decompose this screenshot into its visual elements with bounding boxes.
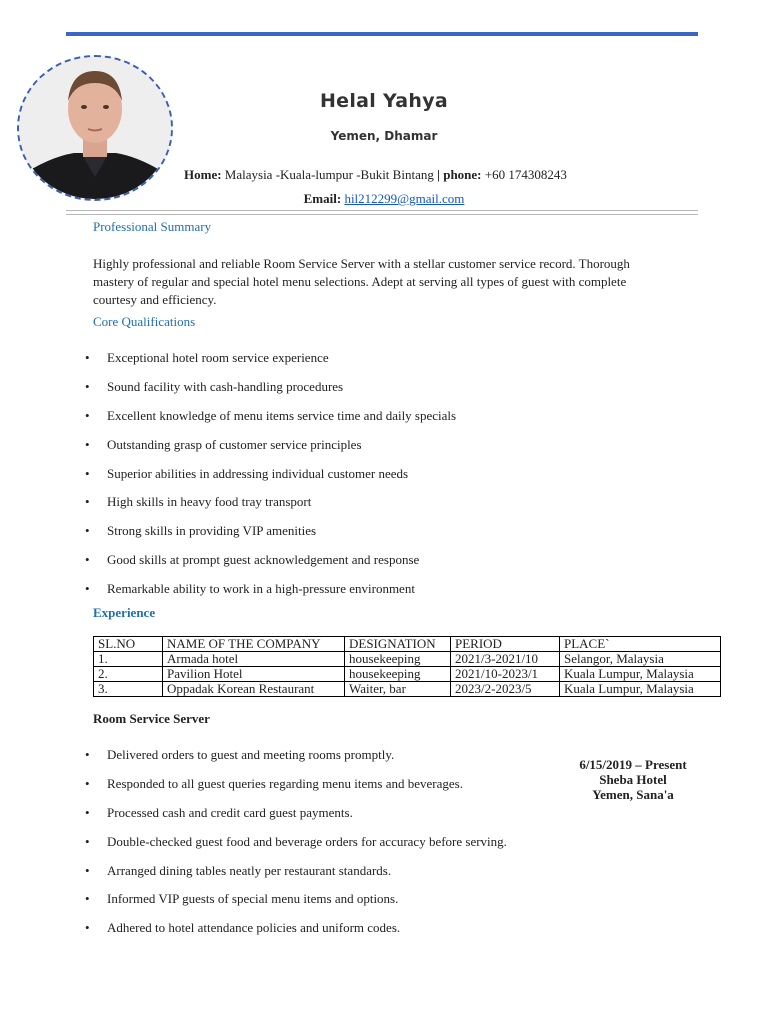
profile-photo <box>17 55 173 201</box>
table-cell: housekeeping <box>345 652 451 667</box>
summary-heading: Professional Summary <box>93 219 212 234</box>
home-address: Malaysia -Kuala-lumpur -Bukit Bintang <box>224 167 434 182</box>
list-item: • Arranged dining tables neatly per restaurant standards. <box>85 862 507 891</box>
list-item: • Processed cash and credit card guest payments. <box>85 804 507 833</box>
candidate-location: Yemen, Dhamar <box>330 129 438 143</box>
list-item: • Outstanding grasp of customer service principles <box>85 436 456 465</box>
experience-heading: Experience <box>93 605 156 620</box>
phone-label: phone: <box>443 167 482 182</box>
contact-line <box>184 167 567 183</box>
table-cell: 2023/2-2023/5 <box>451 682 560 697</box>
email-label: Email: <box>303 191 342 206</box>
contact-separator: | <box>437 167 440 182</box>
duties-list <box>85 746 507 948</box>
list-item: • Double-checked guest food and beverage orders for accuracy before serving. <box>85 833 507 862</box>
top-accent-bar <box>66 32 698 36</box>
qualifications-heading: Core Qualifications <box>93 314 196 329</box>
candidate-name: Helal Yahya <box>319 90 449 112</box>
table-cell: Selangor, Malaysia <box>560 652 721 667</box>
list-item: • Informed VIP guests of special menu items and options. <box>85 890 507 919</box>
list-item: • High skills in heavy food tray transport <box>85 493 456 522</box>
table-cell: 2021/10-2023/1 <box>451 667 560 682</box>
header-divider <box>66 210 698 215</box>
column-header: PERIOD <box>451 637 560 652</box>
list-item: • Good skills at prompt guest acknowledgement and response <box>85 551 456 580</box>
list-item: • Strong skills in providing VIP amenities <box>85 522 456 551</box>
list-item: • Responded to all guest queries regarding menu items and beverages. <box>85 775 507 804</box>
table-cell: Waiter, bar <box>345 682 451 697</box>
email-line <box>0 191 768 207</box>
table-row <box>94 652 721 667</box>
list-item: • Delivered orders to guest and meeting rooms promptly. <box>85 746 507 775</box>
phone-number: +60 174308243 <box>484 167 567 182</box>
table-header-row <box>94 637 721 652</box>
experience-table <box>93 636 721 697</box>
list-item: • Superior abilities in addressing individual customer needs <box>85 465 456 494</box>
profile-photo-image <box>19 57 171 199</box>
table-row <box>94 667 721 682</box>
job-dates: 6/15/2019 – Present <box>579 757 687 772</box>
summary-text: Highly professional and reliable Room Service Server with a stellar customer service record. Thorough mastery of regular and special hotel menu selections. Adept at serving all types of guest with complete courtesy and efficiency. <box>93 256 630 307</box>
list-item: • Exceptional hotel room service experience <box>85 349 456 378</box>
column-header: PLACE` <box>560 637 721 652</box>
table-cell: housekeeping <box>345 667 451 682</box>
qualifications-list <box>85 349 456 609</box>
table-cell: Kuala Lumpur, Malaysia <box>560 682 721 697</box>
job-employer: Sheba Hotel <box>599 772 667 787</box>
table-cell: 1. <box>94 652 163 667</box>
table-cell: 2. <box>94 667 163 682</box>
job-place: Yemen, Sana'a <box>592 787 674 802</box>
list-item: • Excellent knowledge of menu items service time and daily specials <box>85 407 456 436</box>
list-item: • Sound facility with cash-handling procedures <box>85 378 456 407</box>
list-item: • Adhered to hotel attendance policies and uniform codes. <box>85 919 507 948</box>
table-cell: Pavilion Hotel <box>163 667 345 682</box>
role-title: Room Service Server <box>93 711 210 726</box>
column-header: SL.NO <box>94 637 163 652</box>
table-cell: Armada hotel <box>163 652 345 667</box>
list-item: • Remarkable ability to work in a high-pressure environment <box>85 580 456 609</box>
table-row <box>94 682 721 697</box>
email-link[interactable]: hil212299@gmail.com <box>344 191 465 206</box>
table-cell: 3. <box>94 682 163 697</box>
table-cell: Kuala Lumpur, Malaysia <box>560 667 721 682</box>
column-header: DESIGNATION <box>345 637 451 652</box>
column-header: NAME OF THE COMPANY <box>163 637 345 652</box>
home-label: Home: <box>184 167 222 182</box>
table-cell: Oppadak Korean Restaurant <box>163 682 345 697</box>
table-cell: 2021/3-2021/10 <box>451 652 560 667</box>
job-details <box>563 757 703 802</box>
